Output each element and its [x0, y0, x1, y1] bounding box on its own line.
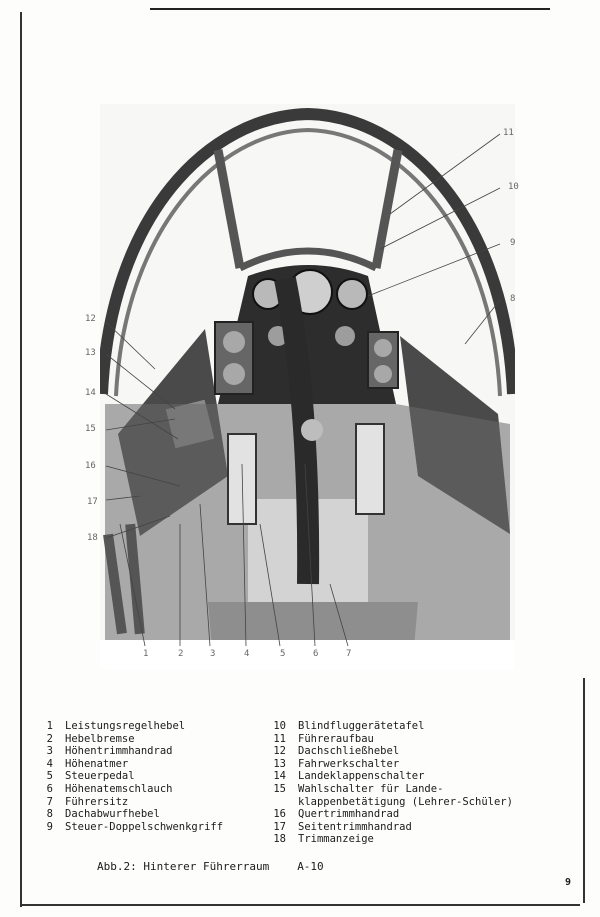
callout-6: 6 — [313, 649, 319, 659]
legend-item — [261, 758, 581, 771]
legend-text: Steuer-Doppelschwenkgriff — [65, 820, 224, 833]
callout-14: 14 — [85, 388, 96, 398]
legend-number: 11 — [273, 732, 286, 745]
legend-text: Landeklappenschalter — [298, 770, 425, 783]
legend-item — [261, 821, 581, 834]
legend-number: 7 — [46, 795, 53, 808]
legend-item — [261, 745, 581, 758]
page-border-top — [150, 8, 550, 10]
legend-number: 10 — [273, 720, 286, 732]
callout-12: 12 — [85, 314, 96, 324]
legend-item — [261, 783, 581, 796]
callout-2: 2 — [178, 649, 184, 659]
legend-text: Führersitz — [65, 795, 129, 808]
legend-number: 18 — [273, 833, 286, 846]
legend-item — [261, 808, 581, 821]
legend-column-left — [28, 720, 256, 833]
legend-item — [28, 720, 256, 733]
legend-number: 13 — [273, 757, 286, 770]
legend-item — [28, 758, 256, 771]
legend-item — [28, 796, 256, 809]
callout-16: 16 — [85, 461, 96, 471]
page-border-left — [20, 12, 22, 907]
callout-4: 4 — [244, 649, 250, 659]
callout-13: 13 — [85, 348, 96, 358]
legend-text: Höhentrimmhandrad — [65, 745, 173, 758]
legend-number: 15 — [273, 782, 286, 795]
legend-number: 9 — [46, 820, 53, 833]
legend-item — [28, 821, 256, 834]
legend-item — [28, 808, 256, 821]
legend-number — [261, 796, 286, 809]
legend-text: Leistungsregelhebel — [65, 720, 186, 732]
legend-number: 16 — [273, 808, 286, 821]
legend-number: 5 — [46, 770, 53, 783]
legend-text: Hebelbremse — [65, 732, 135, 745]
side-note — [2, 810, 16, 900]
legend-number: 14 — [273, 770, 286, 783]
legend-column-right — [261, 720, 581, 846]
legend-item — [261, 770, 581, 783]
caption-label: Abb.2: Hinterer Führerraum — [97, 860, 270, 873]
legend-item-continuation — [261, 796, 581, 809]
callout-15: 15 — [85, 424, 96, 434]
legend-item — [261, 733, 581, 746]
legend-text: Höhenatemschlauch — [65, 782, 173, 795]
legend-text: Blindfluggerätetafel — [298, 720, 425, 732]
callout-11: 11 — [503, 128, 514, 138]
figure-caption — [97, 860, 324, 873]
legend-number: 6 — [46, 782, 53, 795]
page-border-right — [583, 678, 585, 903]
page-number: 9 — [565, 877, 572, 888]
legend-text: Wahlschalter für Lande- — [298, 782, 444, 795]
legend-number: 12 — [273, 745, 286, 758]
callout-18: 18 — [87, 533, 98, 543]
legend-number: 3 — [46, 745, 53, 758]
legend-text: Dachschließhebel — [298, 745, 400, 758]
legend-number: 17 — [273, 820, 286, 833]
page-border-bottom — [20, 904, 580, 906]
caption-model: A-10 — [297, 860, 324, 873]
legend-text: Seitentrimmhandrad — [298, 820, 412, 833]
legend-number: 1 — [46, 720, 53, 732]
legend-text: Quertrimmhandrad — [298, 808, 400, 821]
legend-text: Trimmanzeige — [298, 833, 374, 846]
cockpit-photo — [100, 104, 515, 670]
legend-item — [28, 745, 256, 758]
legend-item — [261, 833, 581, 846]
callout-7: 7 — [346, 649, 352, 659]
legend-item — [28, 733, 256, 746]
callout-10: 10 — [508, 182, 519, 192]
callout-9: 9 — [510, 238, 516, 248]
legend-item — [261, 720, 581, 733]
callout-5: 5 — [280, 649, 286, 659]
legend-text: Dachabwurfhebel — [65, 808, 160, 821]
legend-text: Steuerpedal — [65, 770, 135, 783]
callout-8: 8 — [510, 294, 516, 304]
legend-text: Höhenatmer — [65, 757, 129, 770]
legend-text: Führeraufbau — [298, 732, 374, 745]
legend-text: klappenbetätigung (Lehrer-Schüler) — [298, 795, 513, 808]
legend-text: Fahrwerkschalter — [298, 757, 400, 770]
legend-item — [28, 770, 256, 783]
callout-1: 1 — [143, 649, 149, 659]
legend-number: 8 — [46, 808, 53, 821]
callout-17: 17 — [87, 497, 98, 507]
legend-item — [28, 783, 256, 796]
callout-3: 3 — [210, 649, 216, 659]
legend-number: 2 — [46, 732, 53, 745]
legend-number: 4 — [46, 757, 53, 770]
